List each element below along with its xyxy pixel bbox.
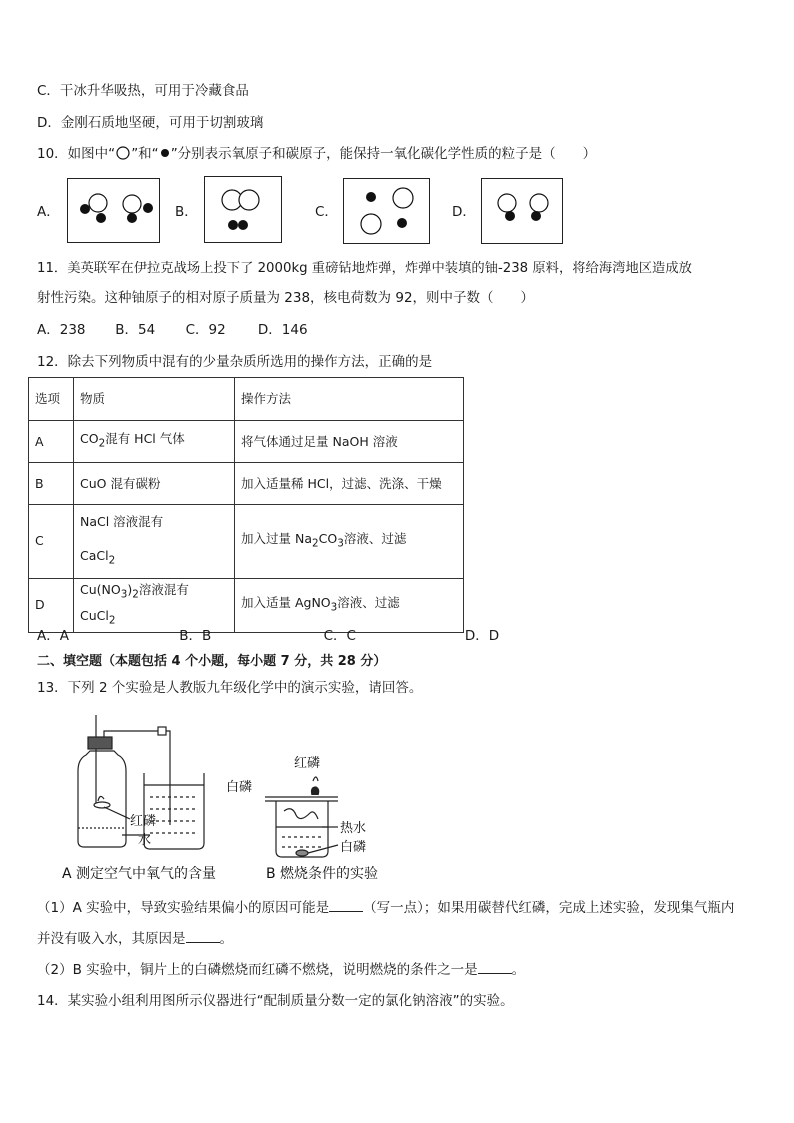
q10-stem xyxy=(37,144,596,164)
text: Cu(NO xyxy=(80,581,121,597)
q9-option-d: D．金刚石质地坚硬，可用于切割玻璃 xyxy=(37,115,264,131)
q10-option-a-label: A． xyxy=(37,204,60,220)
q11-answer-a: A．238 xyxy=(37,322,86,338)
table-row xyxy=(29,421,464,463)
q11-answer-b: B．54 xyxy=(115,322,156,338)
label-white-phosphorus-top: 白磷 xyxy=(226,780,253,795)
label-water: 水 xyxy=(138,833,152,848)
q13-sub2 xyxy=(37,959,525,980)
table-cell-method: 将气体通过足量 NaOH 溶液 xyxy=(235,421,464,463)
subscript: 2 xyxy=(108,554,116,567)
table-cell-method xyxy=(235,578,464,632)
carbon-atom xyxy=(143,203,153,213)
subscript: 3 xyxy=(330,601,338,614)
text: （写一点）；如果用碳替代红磷，完成上述实验，发现集气瓶内 xyxy=(363,900,735,916)
q10-option-c-label: C． xyxy=(315,204,338,220)
oxygen-atom xyxy=(89,194,107,212)
q10-stem-part1: 10．如图中“ xyxy=(37,146,116,162)
text: 。 xyxy=(511,962,526,978)
table-row xyxy=(29,505,464,579)
q10-option-d-label: D． xyxy=(452,204,476,220)
text: 溶液混有 CuCl xyxy=(80,581,189,623)
carbon-atom xyxy=(531,211,541,221)
q10-option-d-box xyxy=(481,178,563,244)
answer-blank[interactable] xyxy=(186,928,220,943)
text: CO xyxy=(318,531,338,546)
carbon-atom xyxy=(96,213,106,223)
oxygen-atom xyxy=(393,188,413,208)
subscript: 2 xyxy=(311,537,319,550)
q12-answer-b: B．B xyxy=(179,628,212,644)
caption-a: A 测定空气中氧气的含量 xyxy=(62,866,217,882)
q10-stem-part2: ”和“ xyxy=(131,146,159,162)
oxygen-atom xyxy=(361,214,381,234)
q12-answers xyxy=(37,626,499,646)
oxygen-atom xyxy=(123,195,141,213)
q12-table xyxy=(28,377,464,633)
text: 溶液、过滤 xyxy=(337,594,400,610)
q13-experiment-figure xyxy=(60,715,420,887)
label-white-phosphorus-bottom: 白磷 xyxy=(340,840,367,855)
q12-answer-d: D．D xyxy=(464,628,500,644)
subscript: 2 xyxy=(132,588,139,600)
subscript: 2 xyxy=(108,614,116,627)
carbon-atom-icon xyxy=(159,146,171,160)
q11-line2: 射性污染。这种铀原子的相对原子质量为 238，核电荷数为 92，则中子数（ ） xyxy=(37,290,535,306)
oxygen-atom xyxy=(498,194,516,212)
q10-option-b-label: B． xyxy=(175,204,198,220)
text: 加入过量 Na xyxy=(241,531,312,546)
text: （1）A 实验中，导致实验结果偏小的原因可能是 xyxy=(37,900,330,916)
q12-stem: 12．除去下列物质中混有的少量杂质所选用的操作方法，正确的是 xyxy=(37,354,433,370)
q13-sub1-line1 xyxy=(37,897,734,918)
carbon-atom xyxy=(505,211,515,221)
table-row xyxy=(29,463,464,505)
table-cell-method: 加入适量稀 HCl，过滤、洗涤、干燥 xyxy=(235,463,464,505)
q14-stem: 14．某实验小组利用图所示仪器进行“配制质量分数一定的氯化钠溶液”的实验。 xyxy=(37,993,514,1009)
carbon-atom xyxy=(366,192,376,202)
q10-option-b-box xyxy=(204,176,282,243)
q10-option-a-box xyxy=(67,178,160,243)
table-cell-option: A xyxy=(29,421,74,463)
table-header-cell: 选项 xyxy=(29,378,74,421)
subscript: 3 xyxy=(337,537,344,550)
label-hot-water: 热水 xyxy=(340,821,367,836)
answer-blank[interactable] xyxy=(478,959,512,974)
subscript: 3 xyxy=(120,588,128,600)
text: CaCl xyxy=(80,548,109,563)
section2-title: 二、填空题（本题包括 4 个小题，每小题 7 分，共 28 分） xyxy=(37,654,387,669)
label-red-phosphorus-top: 红磷 xyxy=(294,756,321,771)
table-cell-substance xyxy=(74,421,235,463)
table-cell-substance: CuO 混有碳粉 xyxy=(74,463,235,505)
table-cell-option: C xyxy=(29,505,74,579)
q10-stem-part3: ”分别表示氧原子和碳原子，能保持一氧化碳化学性质的粒子是（ ） xyxy=(170,146,597,162)
q13-sub1-line2 xyxy=(37,928,233,949)
table-cell-method xyxy=(235,505,464,579)
text: 并没有吸入水，其原因是 xyxy=(37,931,186,947)
q11-answer-c: C．92 xyxy=(185,322,226,338)
table-cell-substance xyxy=(74,505,235,579)
table-row xyxy=(29,578,464,632)
carbon-atom xyxy=(80,204,90,214)
table-header-row xyxy=(29,378,464,421)
text: CO xyxy=(80,431,99,447)
oxygen-atom xyxy=(239,190,259,210)
text: 混有 HCl 气体 xyxy=(105,431,185,447)
text: ) xyxy=(127,581,133,597)
table-cell-option: B xyxy=(29,463,74,505)
text: NaCl 溶液混有 xyxy=(80,514,164,529)
q11-answer-d: D．146 xyxy=(257,322,308,338)
subscript: 2 xyxy=(98,437,106,450)
carbon-atom xyxy=(397,218,407,228)
q10-option-c-box xyxy=(343,178,430,244)
q11-answers xyxy=(37,320,308,340)
text: 加入适量 AgNO xyxy=(241,594,331,610)
q11-line1: 11．美英联军在伊拉克战场上投下了 2000kg 重磅钻地炸弹，炸弹中装填的铀-238 原料，将给海湾地区造成放 xyxy=(37,261,692,276)
text: （2）B 实验中，铜片上的白磷燃烧而红磷不燃烧，说明燃烧的条件之一是 xyxy=(37,962,478,978)
table-header-cell: 物质 xyxy=(74,378,235,421)
carbon-atom xyxy=(228,220,238,230)
oxygen-atom xyxy=(530,194,548,212)
q12-answer-c: C．C xyxy=(323,628,356,644)
label-red-phosphorus-a: 红磷 xyxy=(130,814,157,829)
answer-blank[interactable] xyxy=(329,897,363,912)
q9-option-c: C．干冰升华吸热，可用于冷藏食品 xyxy=(37,83,249,99)
carbon-atom xyxy=(127,213,137,223)
q13-stem: 13．下列 2 个实验是人教版九年级化学中的演示实验，请回答。 xyxy=(37,680,423,696)
table-cell-option: D xyxy=(29,578,74,632)
caption-b: B 燃烧条件的实验 xyxy=(266,866,379,882)
carbon-atom xyxy=(238,220,248,230)
table-cell-substance xyxy=(74,578,235,632)
text: 。 xyxy=(219,931,233,947)
text: 溶液、过滤 xyxy=(343,531,407,546)
q12-answer-a: A．A xyxy=(37,628,69,644)
table-header-cell: 操作方法 xyxy=(235,378,464,421)
text xyxy=(80,539,228,578)
oxygen-atom-icon xyxy=(115,146,131,160)
